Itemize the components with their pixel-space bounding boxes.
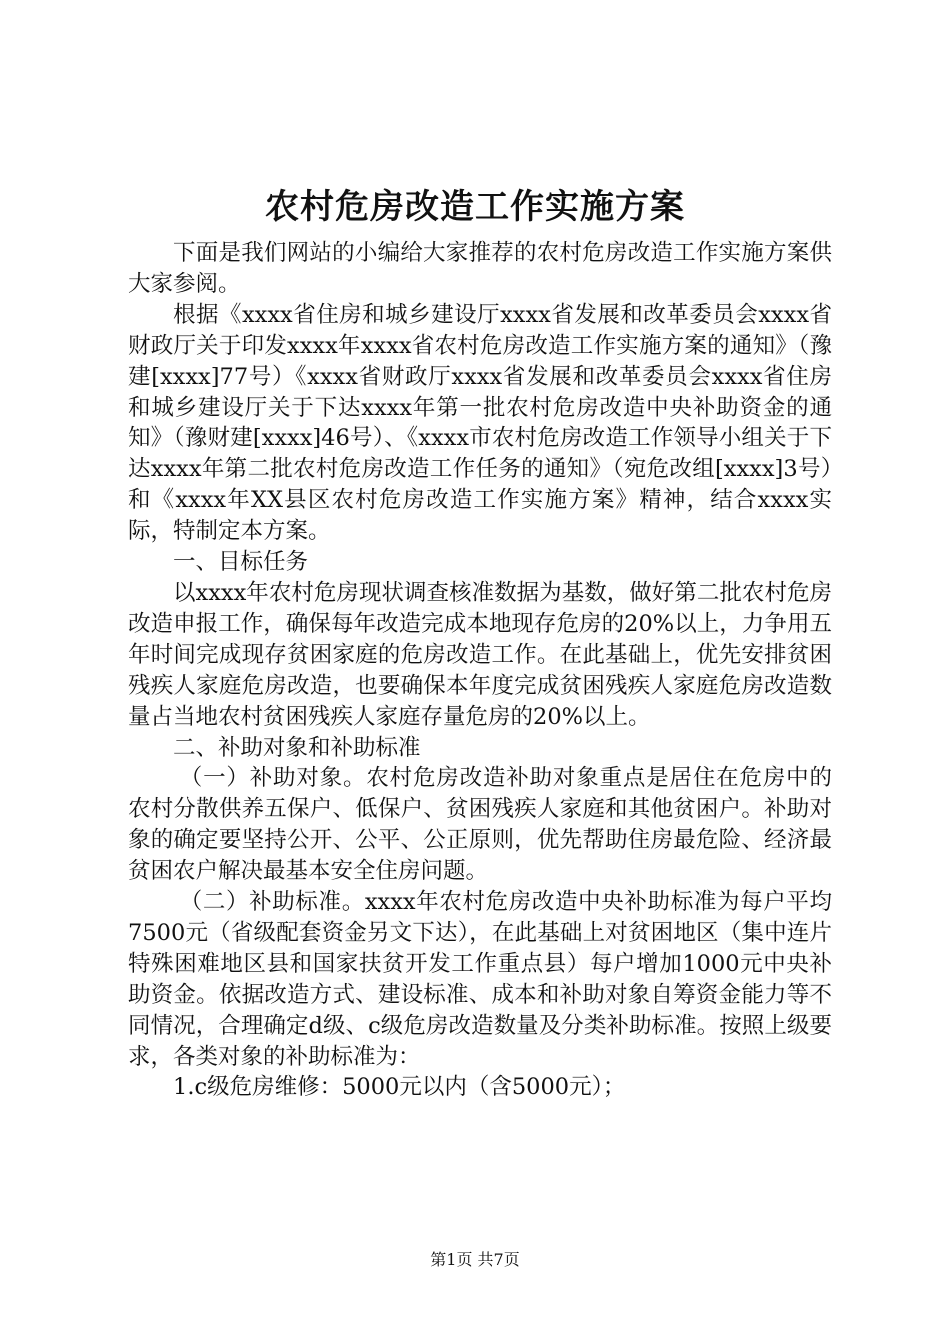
document-body	[128, 238, 832, 1103]
intro-paragraph: 下面是我们网站的小编给大家推荐的农村危房改造工作实施方案供大家参阅。	[128, 240, 832, 297]
section-heading-goals: 一、目标任务	[173, 549, 309, 576]
goals-paragraph: 以xxxx年农村危房现状调查核准数据为基数，做好第二批农村危房改造申报工作，确保每年改造完成本地现存危房的20%以上，力争用五年时间完成现存贫困家庭的危房改造工作。在此基础上，优先安排贫困残疾人家庭危房改造，也要确保本年度完成贫困残疾人家庭危房改造数量占当地农村贫困残疾人家庭存量危房的20%以上。	[128, 579, 832, 730]
subsidy-targets-paragraph: （一）补助对象。农村危房改造补助对象重点是居住在危房中的农村分散供养五保户、低保户、贫困残疾人家庭和其他贫困户。补助对象的确定要坚持公开、公平、公正原则，优先帮助住房最危险、经济最贫困农户解决最基本安全住房问题。	[128, 765, 832, 885]
basis-paragraph: 根据《xxxx省住房和城乡建设厅xxxx省发展和改革委员会xxxx省财政厅关于印发xxxx年xxxx省农村危房改造工作实施方案的通知》（豫建[xxxx]77号）《xxxx省财政厅xxxx省发展和改革委员会xxxx省住房和城乡建设厅关于下达xxxx年第一批农村危房改造中央补助资金的通知》（豫财建[xxxx]46号）、《xxxx市农村危房改造工作领导小组关于下达xxxx年第二批农村危房改造工作任务的通知》（宛危改组[xxxx]3号）和《xxxx年XX县区农村危房改造工作实施方案》精神，结合xxxx实际，特制定本方案。	[128, 301, 832, 545]
subsidy-standards-paragraph: （二）补助标准。xxxx年农村危房改造中央补助标准为每户平均7500元（省级配套资金另文下达），在此基础上对贫困地区（集中连片特殊困难地区县和国家扶贫开发工作重点县）每户增加1000元中央补助资金。依据改造方式、建设标准、成本和补助对象自筹资金能力等不同情况，合理确定d级、c级危房改造数量及分类补助标准。按照上级要求，各类对象的补助标准为：	[128, 889, 832, 1070]
list-item-c-level: 1.c级危房维修：5000元以内（含5000元）；	[173, 1074, 626, 1101]
page-number-footer: 第1页 共7页	[430, 1250, 520, 1269]
document-title: 农村危房改造工作实施方案	[265, 187, 685, 227]
section-heading-subsidy: 二、补助对象和补助标准	[173, 734, 421, 761]
